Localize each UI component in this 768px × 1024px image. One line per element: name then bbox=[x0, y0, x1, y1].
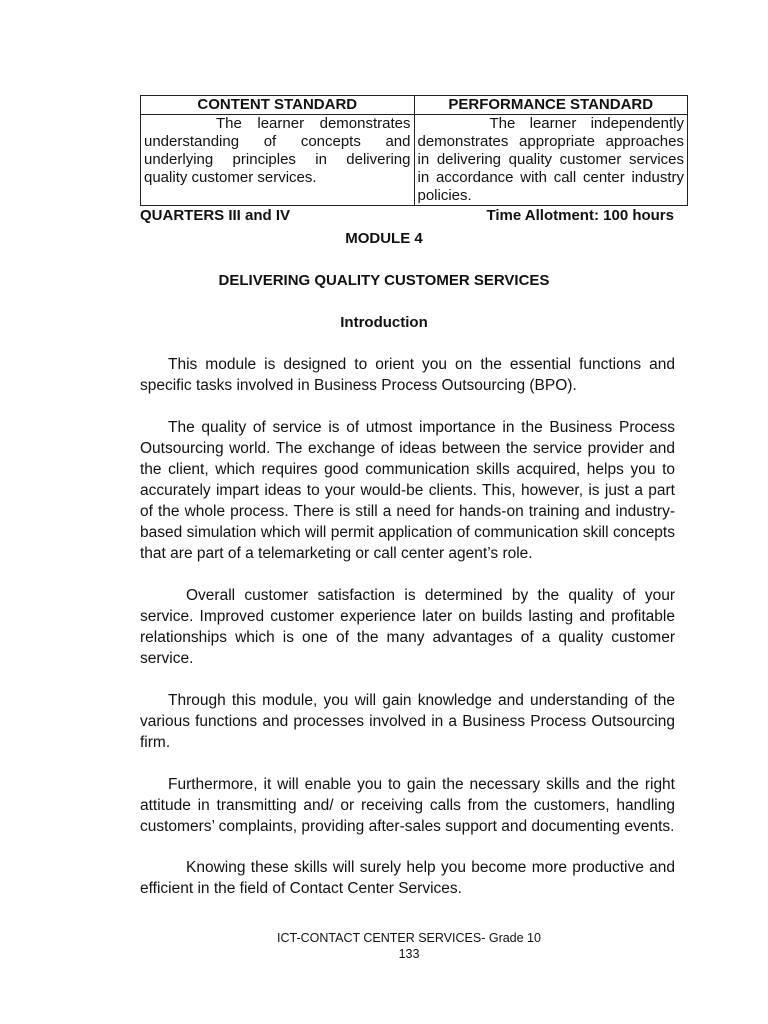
content-standard-header: CONTENT STANDARD bbox=[141, 96, 415, 115]
performance-standard-header: PERFORMANCE STANDARD bbox=[414, 96, 688, 115]
paragraph: The quality of service is of utmost importance in the Business Process Outsourcing world. The exchange of ideas between the service provider and the client, which requires good communication skills acquired, helps you to accurately impart ideas to your would-be clients. This, however, is just a part of the whole process. There is still a need for hands-on training and industry-based simulation which will permit application of communication skill concepts that are part of a telemarketing or call center agent’s role. bbox=[140, 419, 675, 562]
footer-course: ICT-CONTACT CENTER SERVICES- Grade 10 bbox=[277, 931, 541, 945]
paragraph: Overall customer satisfaction is determined by the quality of your service. Improved customer experience later on builds lasting and profitable relationships which is one of the many advantages of a quality customer service. bbox=[140, 587, 675, 667]
standards-table bbox=[140, 95, 688, 206]
content-standard-cell: The learner demonstrates understanding of concepts and underlying principles in delivering quality customer services. bbox=[141, 115, 415, 206]
time-allotment: Time Allotment: 100 hours bbox=[486, 207, 674, 224]
module-title: DELIVERING QUALITY CUSTOMER SERVICES bbox=[218, 272, 550, 289]
introduction-heading: Introduction bbox=[340, 314, 428, 331]
paragraph: Furthermore, it will enable you to gain the necessary skills and the right attitude in transmitting and/ or receiving calls from the customers, handling customers’ complaints, providing after-sales support and documenting events. bbox=[140, 776, 675, 835]
quarters-line bbox=[140, 207, 674, 224]
paragraph: Through this module, you will gain knowledge and understanding of the various functions and processes involved in a Business Process Outsourcing firm. bbox=[140, 692, 675, 751]
paragraph: Knowing these skills will surely help you become more productive and efficient in the field of Contact Center Services. bbox=[140, 859, 675, 897]
quarters-label: QUARTERS III and IV bbox=[140, 207, 291, 224]
page-number: 133 bbox=[398, 947, 420, 961]
module-number: MODULE 4 bbox=[345, 230, 423, 247]
performance-standard-cell: The learner independently demonstrates appropriate approaches in delivering quality customer services in accordance with call center industry policies. bbox=[414, 115, 688, 206]
table-row bbox=[141, 115, 688, 206]
paragraph: This module is designed to orient you on the essential functions and specific tasks involved in Business Process Outsourcing (BPO). bbox=[140, 356, 675, 394]
table-header-row bbox=[141, 96, 688, 115]
